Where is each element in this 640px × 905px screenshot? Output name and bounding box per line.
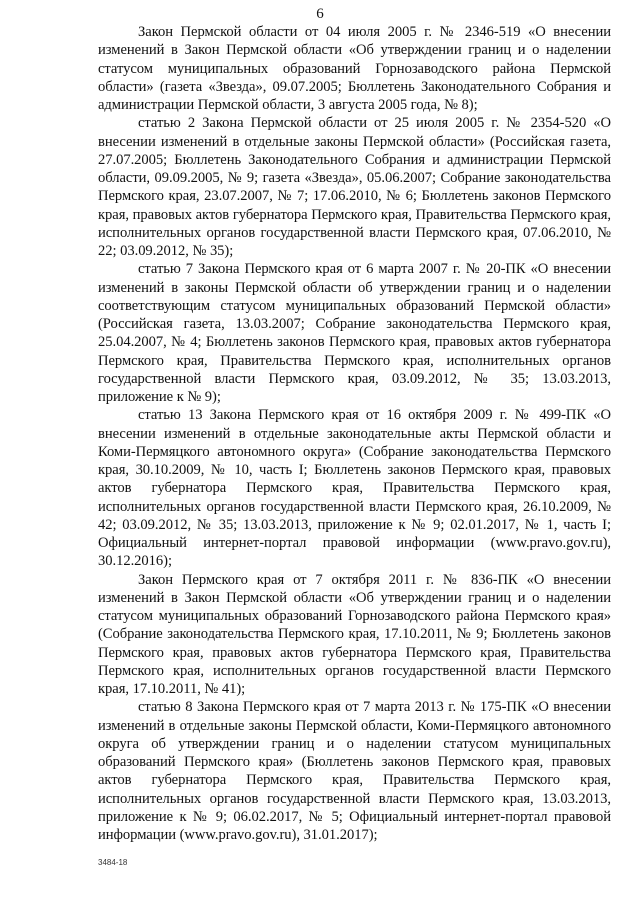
document-footer-code: 3484-18 <box>98 858 128 867</box>
document-body <box>98 23 611 844</box>
paragraph-law-20-pk: статью 7 Закона Пермского края от 6 марта 2007 г. № 20-ПК «О внесении изменений в законы Пермской области об утверждении границ и о наделении соответствующим статусом муниципальных образований Пермской области» (Российская газета, 13.03.2007; Собрание законодательства Пермского края, 25.04.2007, № 4; Бюллетень законов Пермского края, правовых актов губернатора Пермского края, Правительства Пермского края, исполнительных органов государственной власти Пермского края, 03.09.2012, № 35; 13.03.2013, приложение к № 9); <box>98 261 611 405</box>
page-number: 6 <box>316 6 324 22</box>
paragraph-law-2354-520: статью 2 Закона Пермской области от 25 июля 2005 г. № 2354-520 «О внесении изменений в отдельные законы Пермской области» (Российская газета, 27.07.2005; Бюллетень Законодательного Собрания и администрации Пермской области, 09.09.2005, № 9; газета «Звезда», 05.06.2007; Собрание законодательства Пермского края, 23.07.2007, № 7; 17.06.2010, № 6; Бюллетень законов Пермского края, правовых актов губернатора Пермского края, Правительства Пермского края, исполнительных органов государственной власти Пермского края, 07.06.2010, № 22; 03.09.2012, № 35); <box>98 115 611 259</box>
paragraph-law-175-pk: статью 8 Закона Пермского края от 7 марта 2013 г. № 175-ПК «О внесении изменений в отдельные законы Пермской области, Коми-Пермяцкого автономного округа об утверждении границ и о наделении статусом муниципальных образований Пермского края» (Бюллетень законов Пермского края, правовых актов губернатора Пермского края, Правительства Пермского края, исполнительных органов государственной власти Пермского края, 13.03.2013, приложение к № 9; 06.02.2017, № 5; Официальный интернет-портал правовой информации (www.pravo.gov.ru), 31.01.2017); <box>98 699 611 843</box>
paragraph-law-499-pk: статью 13 Закона Пермского края от 16 октября 2009 г. № 499-ПК «О внесении изменений в отдельные законодательные акты Пермской области и Коми-Пермяцкого автономного округа» (Собрание законодательства Пермского края, 30.10.2009, № 10, часть I; Бюллетень законов Пермского края, правовых актов губернатора Пермского края, Правительства Пермского края, исполнительных органов государственной власти Пермского края, 26.10.2009, № 42; 03.09.2012, № 35; 13.03.2013, приложение к № 9; 02.01.2017, № 1, часть I; Официальный интернет-портал правовой информации (www.pravo.gov.ru), 30.12.2016); <box>98 407 611 570</box>
paragraph-law-2346-519: Закон Пермской области от 04 июля 2005 г. № 2346-519 «О внесении изменений в Закон Пермской области «Об утверждении границ и о наделении статусом муниципальных образований Горнозаводского района Пермской области» (газета «Звезда», 09.07.2005; Бюллетень Законодательного Собрания и администрации Пермской области, 3 августа 2005 года, № 8); <box>98 24 611 113</box>
paragraph-law-836-pk: Закон Пермского края от 7 октября 2011 г. № 836-ПК «О внесении изменений в Закон Пермской области «Об утверждении границ и о наделении статусом муниципальных образований Горнозаводского района Пермского края» (Собрание законодательства Пермского края, 17.10.2011, № 9; Бюллетень законов Пермского края, правовых актов губернатора Пермского края, Правительства Пермского края, исполнительных органов государственной власти Пермского края, 17.10.2011, № 41); <box>98 571 611 697</box>
